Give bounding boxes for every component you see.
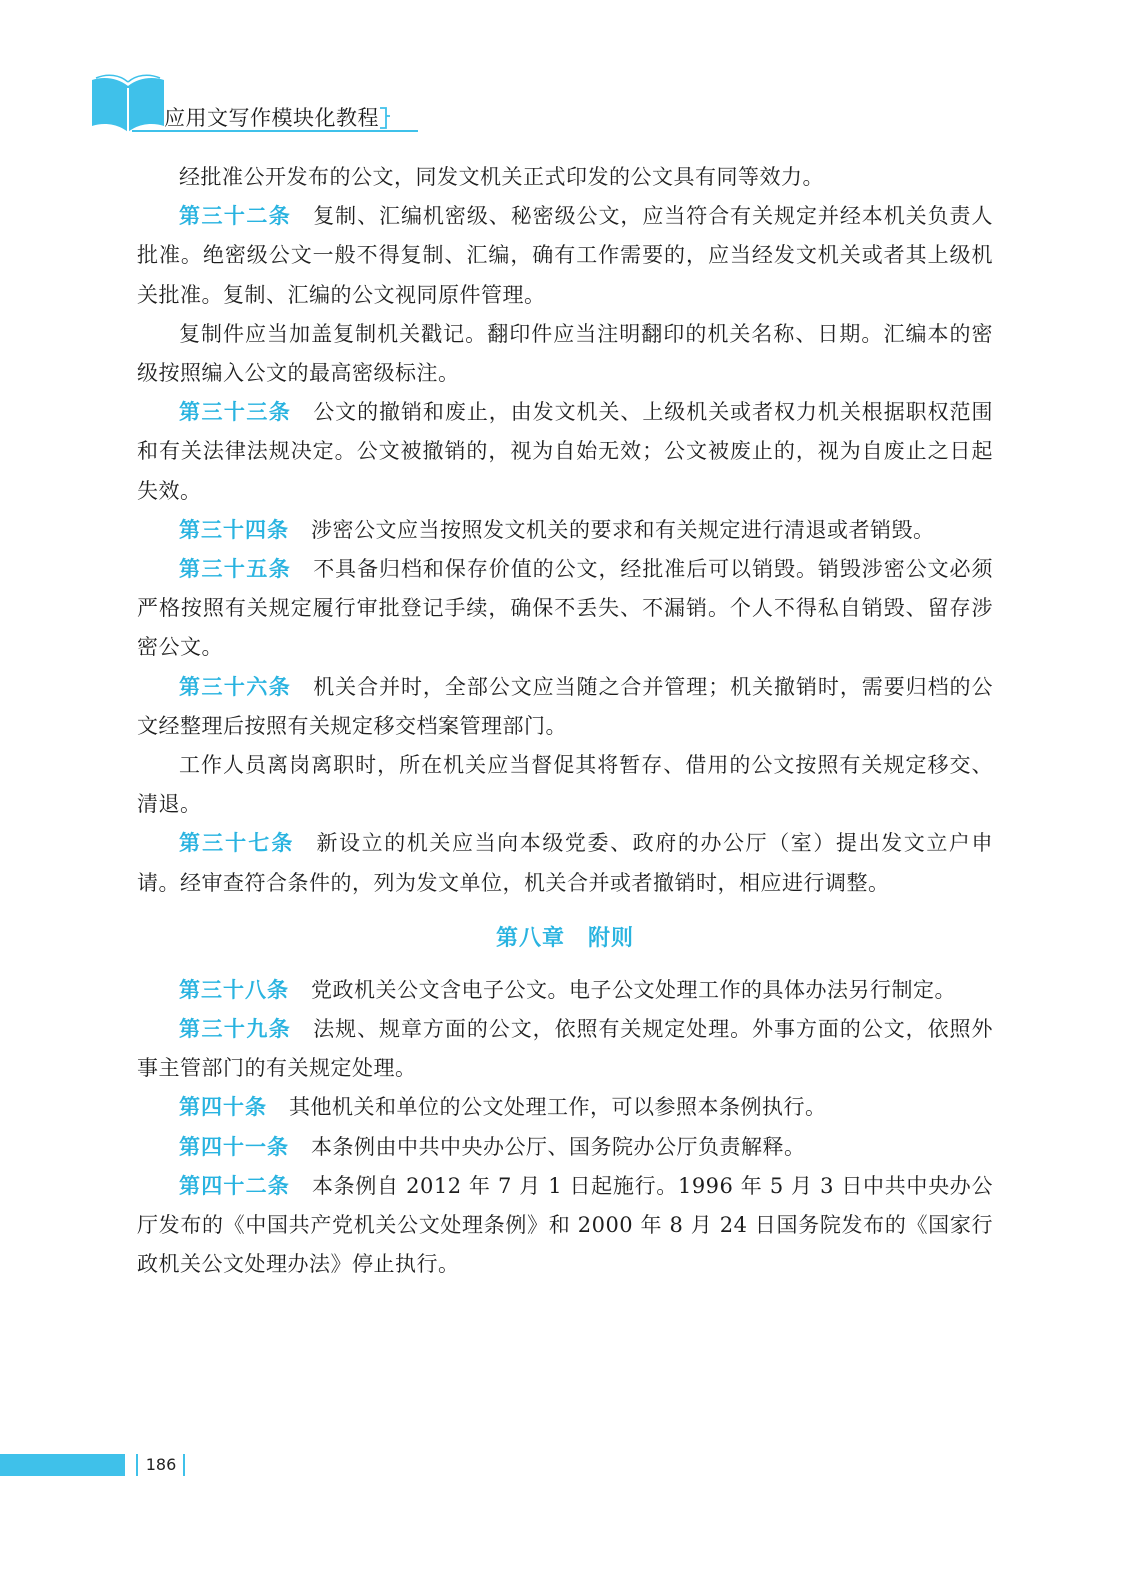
footer-bar — [0, 1454, 125, 1476]
article-number: 第三十五条 — [179, 557, 292, 582]
article-33: 第三十三条 公文的撤销和废止，由发文机关、上级机关或者权力机关根据职权范围和有关法律法规决定。公文被撤销的，视为自始无效；公文被废止的，视为自废止之日起失效。 — [137, 400, 994, 503]
article-39: 第三十九条 法规、规章方面的公文，依照有关规定处理。外事方面的公文，依照外事主管部门的有关规定处理。 — [137, 1017, 994, 1081]
chapter-heading: 第八章 附则 — [495, 925, 634, 951]
article-number: 第四十一条 — [179, 1134, 289, 1159]
paragraph: 复制件应当加盖复制机关戳记。翻印件应当注明翻印的机关名称、日期。汇编本的密级按照编入公文的最高密级标注。 — [137, 321, 993, 386]
article-number: 第三十三条 — [179, 400, 292, 425]
article-41: 第四十一条 本条例由中共中央办公厅、国务院办公厅负责解释。 — [179, 1134, 806, 1159]
article-34: 第三十四条 涉密公文应当按照发文机关的要求和有关规定进行清退或者销毁。 — [179, 517, 935, 542]
article-number: 第三十八条 — [179, 977, 289, 1002]
article-32: 第三十二条 复制、汇编机密级、秘密级公文，应当符合有关规定并经本机关负责人批准。绝密级公文一般不得复制、汇编，确有工作需要的，应当经发文机关或者其上级机关批准。复制、汇编的公文视同原件管理。 — [137, 204, 994, 307]
article-number: 第三十九条 — [179, 1017, 292, 1042]
article-number: 第三十七条 — [179, 831, 295, 856]
paragraph: 经批准公开发布的公文，同发文机关正式印发的公文具有同等效力。 — [179, 165, 824, 189]
open-book-icon — [88, 72, 168, 134]
footer-divider — [183, 1454, 185, 1476]
article-38: 第三十八条 党政机关公文含电子公文。电子公文处理工作的具体办法另行制定。 — [179, 977, 956, 1002]
article-number: 第三十六条 — [179, 674, 292, 699]
book-title: 应用文写作模块化教程 — [164, 106, 379, 130]
header-bracket-icon — [378, 104, 392, 132]
page-number: 186 — [145, 1455, 177, 1474]
article-40: 第四十条 其他机关和单位的公文处理工作，可以参照本条例执行。 — [179, 1095, 827, 1120]
footer-divider — [136, 1454, 138, 1476]
article-number: 第四十二条 — [179, 1173, 290, 1198]
article-number: 第四十条 — [179, 1095, 267, 1120]
article-42: 第四十二条 本条例自 2012 年 7 月 1 日起施行。1996 年 5 月 3 日中共中央办公厅发布的《中国共产党机关公文处理条例》和 2000 年 8 月 24 日国务院发布的《国家行政机关公文处理办法》停止执行。 — [137, 1173, 993, 1277]
article-37: 第三十七条 新设立的机关应当向本级党委、政府的办公厅（室）提出发文立户申请。经审查符合条件的，列为发文单位，机关合并或者撤销时，相应进行调整。 — [137, 831, 994, 895]
article-number: 第三十四条 — [179, 517, 289, 542]
article-35: 第三十五条 不具备归档和保存价值的公文，经批准后可以销毁。销毁涉密公文必须严格按照有关规定履行审批登记手续，确保不丢失、不漏销。个人不得私自销毁、留存涉密公文。 — [137, 557, 994, 660]
page-header — [88, 72, 408, 142]
page-content — [137, 158, 993, 1284]
article-36: 第三十六条 机关合并时，全部公文应当随之合并管理；机关撤销时，需要归档的公文经整理后按照有关规定移交档案管理部门。 — [137, 674, 994, 738]
article-number: 第三十二条 — [179, 204, 292, 229]
paragraph: 工作人员离岗离职时，所在机关应当督促其将暂存、借用的公文按照有关规定移交、清退。 — [137, 753, 993, 817]
